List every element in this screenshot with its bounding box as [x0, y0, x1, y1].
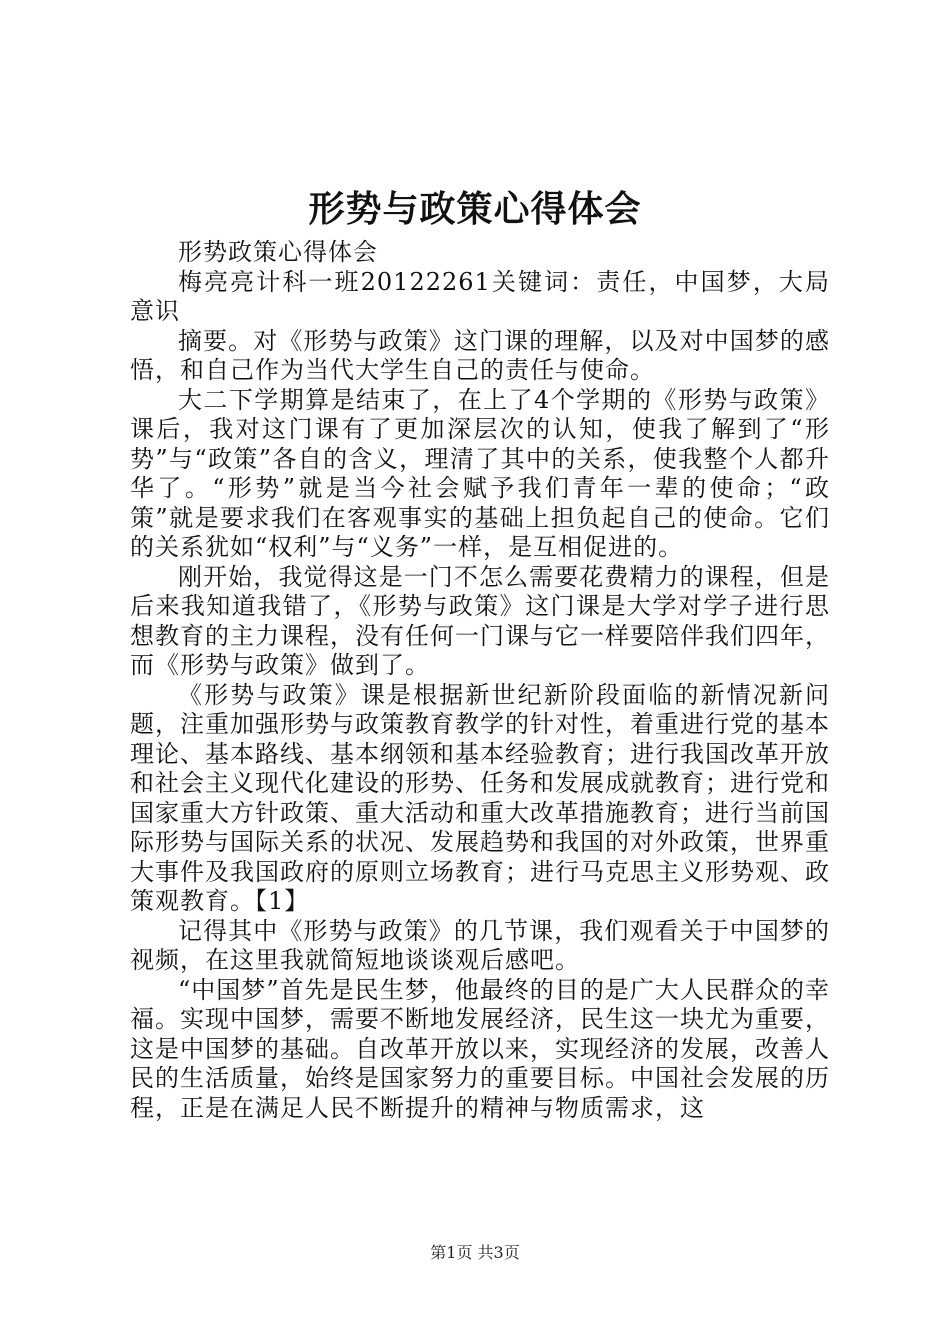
paragraph-subtitle: 形势政策心得体会 — [178, 238, 378, 266]
paragraph-body: 《形势与政策》课是根据新世纪新阶段面临的新情况新问题，注重加强形势与政策教育教学的针对性，着重进行党的基本理论、基本路线、基本纲领和基本经验教育；进行我国改革开放和社会主义现代化建设的形势、任务和发展成就教育；进行党和国家重大方针政策、重大活动和重大改革措施教育；进行当前国际形势与国际关系的状况、发展趋势和我国的对外政策，世界重大事件及我国政府的原则立场教育；进行马克思主义形势观、政策观教育。【1】 — [130, 680, 830, 915]
paragraph-abstract: 摘要。对《形势与政策》这门课的理解，以及对中国梦的感悟，和自己作为当代大学生自己的责任与使命。 — [130, 326, 830, 384]
paragraph-body: 刚开始，我觉得这是一门不怎么需要花费精力的课程，但是后来我知道我错了，《形势与政策》这门课是大学对学子进行思想教育的主力课程，没有任何一门课与它一样要陪伴我们四年，而《形势与政策》做到了。 — [130, 562, 830, 679]
paragraph-body: 大二下学期算是结束了，在上了4个学期的《形势与政策》课后，我对这门课有了更加深层次的认知，使我了解到了“形势”与“政策”各自的含义，理清了其中的关系，使我整个人都升华了。“形势”就是当今社会赋予我们青年一辈的使命；“政策”就是要求我们在客观事实的基础上担负起自己的使命。它们的关系犹如“权利”与“义务”一样，是互相促进的。 — [130, 385, 830, 561]
document-body — [130, 238, 830, 1123]
paragraph-body: 记得其中《形势与政策》的几节课，我们观看关于中国梦的视频，在这里我就简短地谈谈观后感吧。 — [130, 916, 830, 974]
paragraph-author-keywords: 梅亮亮计科一班20122261关键词：责任，中国梦，大局意识 — [130, 267, 830, 325]
page-footer: 第1页 共3页 — [430, 1243, 520, 1262]
paragraph-body: “中国梦”首先是民生梦，他最终的目的是广大人民群众的幸福。实现中国梦，需要不断地发展经济，民生这一块尤为重要，这是中国梦的基础。自改革开放以来，实现经济的发展，改善人民的生活质量，始终是国家努力的重要目标。中国社会发展的历程，正是在满足人民不断提升的精神与物质需求，这 — [130, 975, 830, 1122]
document-title: 形势与政策心得体会 — [308, 188, 642, 230]
